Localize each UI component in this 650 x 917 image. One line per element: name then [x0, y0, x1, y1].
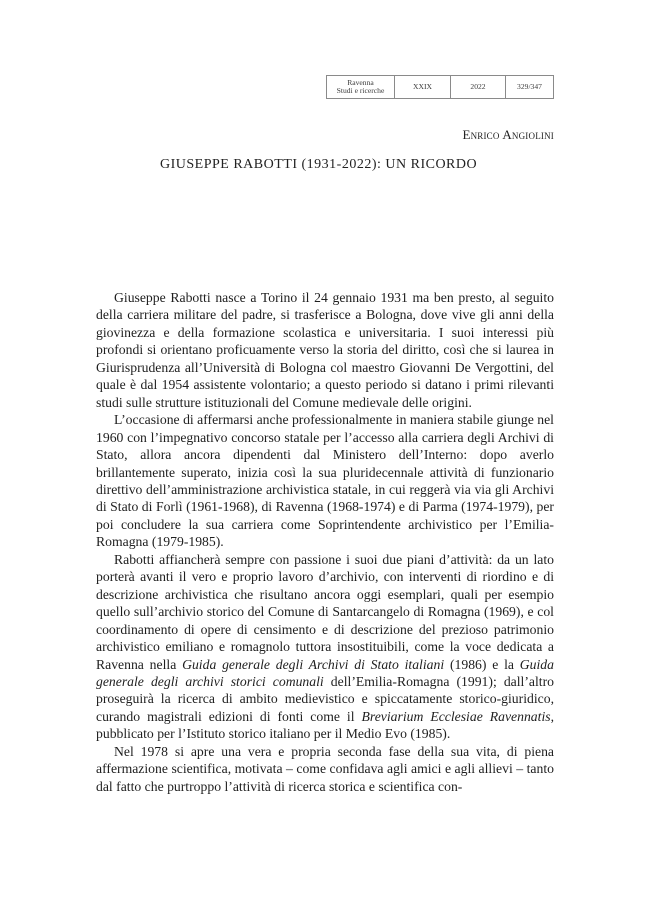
paragraph-3-text-b: (1986) e la: [444, 656, 520, 672]
paragraph-3-text-d: , pubblicato per l’Istituto storico italiano per il Medio Evo (1985).: [96, 708, 555, 742]
journal-year: 2022: [451, 76, 506, 98]
journal-info-box: [326, 75, 554, 99]
paragraph-3-text-a: Rabotti affiancherà sempre con passione i suoi due piani d’attività: da un lato porterà avanti il vero e proprio lavoro d’archivio, con interventi di riordino e di descrizione archivistica che risultano ancora oggi esemplari, quali per esempio quello sull’archivio storico del Comune di Santarcangelo di Romagna (1969), e col coordinamento di opere di censimento e di descrizione del prezioso patrimonio archivistico emiliano e romagnolo tuttora insostituibili, come la voce dedicata a Ravenna nella: [96, 551, 554, 672]
paragraph-4: Nel 1978 si apre una vera e propria seconda fase della sua vita, di piena affermazione scientifica, motivata – come confidava agli amici e agli allievi – tanto dal fatto che purtroppo l’attività di ricerca storica e scientifica con-: [96, 743, 554, 794]
article-title: GIUSEPPE RABOTTI (1931-2022): UN RICORDO: [160, 157, 478, 172]
breviarium-title: Breviarium Ecclesiae Ravennatis: [361, 708, 551, 724]
paragraph-2: L’occasione di affermarsi anche professionalmente in maniera stabile giunge nel 1960 con l’impegnativo concorso statale per l’accesso alla carriera degli Archivi di Stato, allora ancora dipendenti dal Ministero dell’Interno: dopo averlo brillantemente superato, inizia così la sua pluridecennale attività di funzionario direttivo dell’amministrazione archivistica statale, in cui reggerà via via gli Archivi di Stato di Forlì (1961-1968), di Ravenna (1968-1974) e di Parma (1974-1979), per poi concludere la sua carriera come Soprintendente archivistico per l’Emilia-Romagna (1979-1985).: [96, 412, 554, 550]
journal-pages: 329/347: [517, 82, 542, 91]
paragraph-1: Giuseppe Rabotti nasce a Torino il 24 gennaio 1931 ma ben presto, al seguito della carriera militare del padre, si trasferisce a Bologna, dove vive gli anni della giovinezza e della formazione scolastica e universitaria. I suoi interessi più profondi si orientano proficuamente verso la storia del diritto, così che si laurea in Giurisprudenza all’Università di Bologna col maestro Giovanni De Vergottini, del quale è dal 1954 assistente volontario; a questo periodo si datano i primi rilevanti studi sulle strutture istituzionali del Comune medievale delle origini.: [96, 290, 554, 410]
article-author: Enrico Angiolini: [462, 127, 554, 142]
journal-name-line1: Ravenna: [347, 78, 374, 87]
guida-archivi-comunali-title: Guida generale degli archivi storici comunali: [96, 656, 554, 689]
journal-name-line2: Studi e ricerche: [336, 86, 385, 95]
journal-name-cell: [327, 76, 395, 98]
paragraph-3-text-c: dell’Emilia-Romagna (1991); dall’altro proseguirà la ricerca di ambito medievistico e spiccatamente storico-giuridico, curando magistrali edizioni di fonti come il: [96, 673, 554, 724]
article-body: [96, 289, 554, 795]
paragraph-3: [96, 551, 554, 743]
guida-archivi-stato-title: Guida generale degli Archivi di Stato italiani: [182, 656, 445, 672]
journal-volume: XXIX: [395, 76, 451, 98]
